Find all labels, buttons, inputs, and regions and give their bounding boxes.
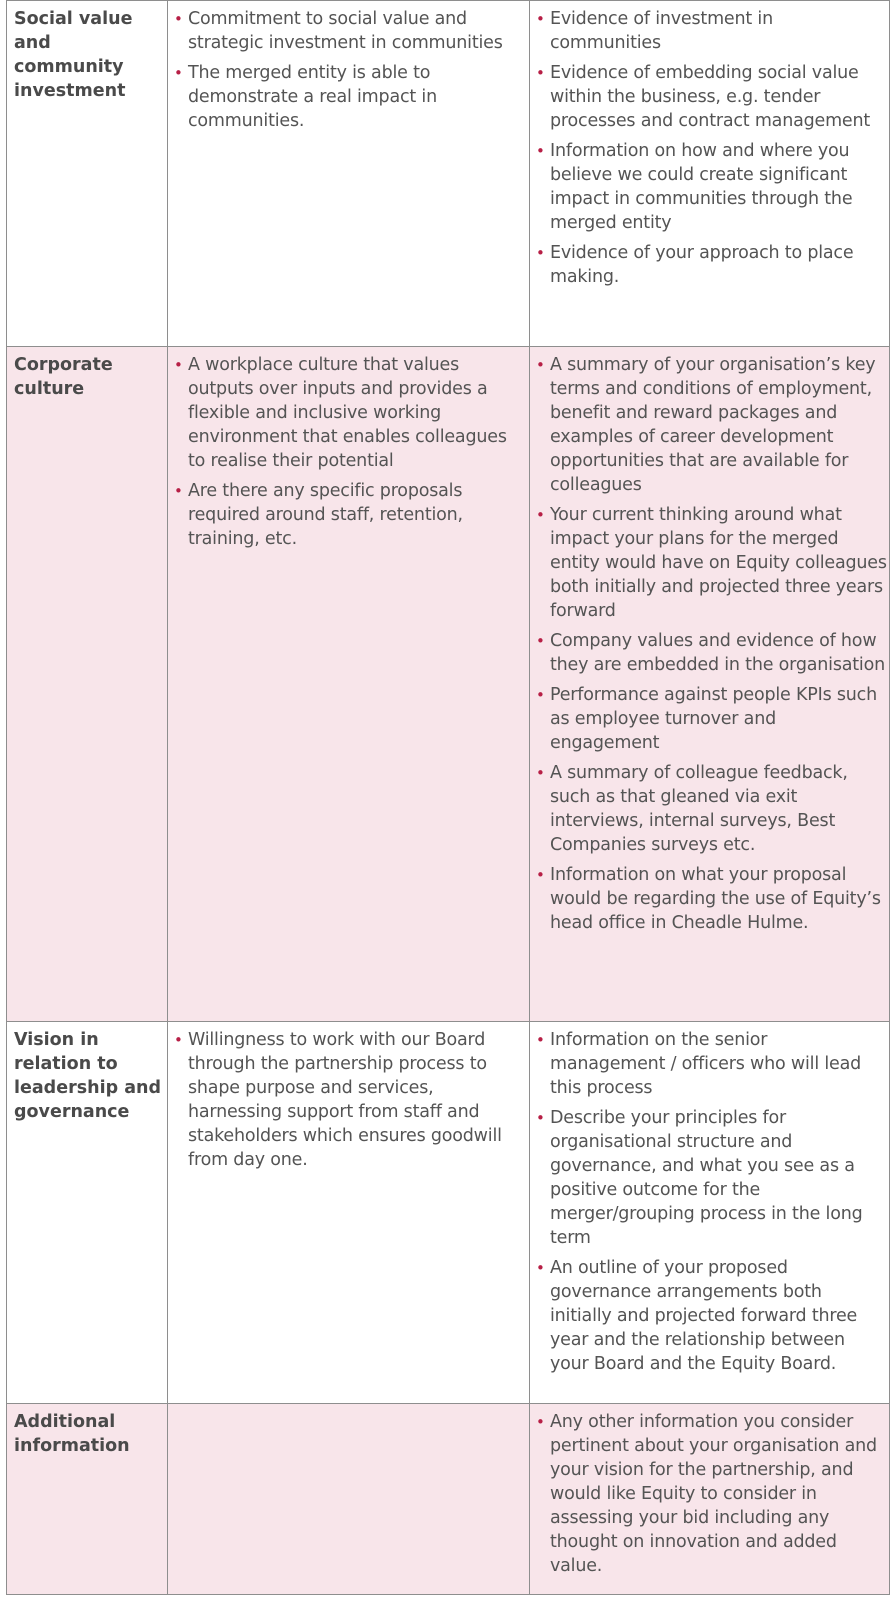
row-heading: Additional information <box>14 1412 130 1456</box>
criteria-bullet: • Are there any specific proposals required around staff, retention, training, etc. <box>174 479 527 551</box>
evidence-bullet: • A summary of your organisation’s key terms and conditions of employment, benefit and reward packages and examples of career development opportunities that are available for colleagues <box>536 353 887 497</box>
evidence-bullet: • Evidence of investment in communities <box>536 7 887 55</box>
criteria-bullet: • Willingness to work with our Board through the partnership process to shape purpose and services, harnessing support from staff and stakeholders which ensures goodwill from day one. <box>174 1028 527 1172</box>
table-body <box>7 1 890 1595</box>
row-heading: Corporate culture <box>14 355 113 399</box>
row-heading: Vision in relation to leadership and governance <box>14 1030 161 1122</box>
table-row <box>7 1 890 347</box>
evidence-bullet: • Evidence of your approach to place making. <box>536 241 887 289</box>
criteria-cell <box>168 1404 530 1595</box>
evidence-cell <box>530 347 890 1022</box>
row-heading-cell <box>7 1404 168 1595</box>
evidence-bullet: • Performance against people KPIs such as employee turnover and engagement <box>536 683 887 755</box>
criteria-bullet: • A workplace culture that values outputs over inputs and provides a flexible and inclusive working environment that enables colleagues to realise their potential <box>174 353 527 473</box>
table-row <box>7 1022 890 1404</box>
row-heading-cell <box>7 1022 168 1404</box>
criteria-cell <box>168 347 530 1022</box>
evidence-bullet: • Any other information you consider pertinent about your organisation and your vision for the partnership, and would like Equity to consider in assessing your bid including any thought on innovation and added value. <box>536 1410 887 1578</box>
evidence-bullet: • Company values and evidence of how they are embedded in the organisation <box>536 629 887 677</box>
evidence-bullet: • An outline of your proposed governance arrangements both initially and projected forward three year and the relationship between your Board and the Equity Board. <box>536 1256 887 1376</box>
criteria-list <box>174 7 527 133</box>
criteria-cell <box>168 1 530 347</box>
criteria-bullet: • The merged entity is able to demonstrate a real impact in communities. <box>174 61 527 133</box>
evidence-bullet: • Information on the senior management / officers who will lead this process <box>536 1028 887 1100</box>
row-heading-cell <box>7 347 168 1022</box>
evidence-list <box>536 1410 887 1578</box>
criteria-bullet: • Commitment to social value and strategic investment in communities <box>174 7 527 55</box>
evidence-list <box>536 1028 887 1376</box>
evidence-cell <box>530 1404 890 1595</box>
row-heading: Social value and community investment <box>14 9 133 101</box>
evidence-cell <box>530 1 890 347</box>
criteria-table <box>6 0 890 1595</box>
evidence-list <box>536 7 887 289</box>
table-row <box>7 1404 890 1595</box>
evidence-list <box>536 353 887 935</box>
evidence-cell <box>530 1022 890 1404</box>
table-row <box>7 347 890 1022</box>
criteria-cell <box>168 1022 530 1404</box>
evidence-bullet: • Information on what your proposal would be regarding the use of Equity’s head office in Cheadle Hulme. <box>536 863 887 935</box>
criteria-list <box>174 353 527 551</box>
evidence-bullet: • Describe your principles for organisational structure and governance, and what you see as a positive outcome for the merger/grouping process in the long term <box>536 1106 887 1250</box>
criteria-list <box>174 1028 527 1172</box>
evidence-bullet: • Evidence of embedding social value within the business, e.g. tender processes and contract management <box>536 61 887 133</box>
evidence-bullet: • A summary of colleague feedback, such as that gleaned via exit interviews, internal surveys, Best Companies surveys etc. <box>536 761 887 857</box>
evidence-bullet: • Your current thinking around what impact your plans for the merged entity would have on Equity colleagues both initially and projected three years forward <box>536 503 887 623</box>
evidence-bullet: • Information on how and where you believe we could create significant impact in communities through the merged entity <box>536 139 887 235</box>
row-heading-cell <box>7 1 168 347</box>
